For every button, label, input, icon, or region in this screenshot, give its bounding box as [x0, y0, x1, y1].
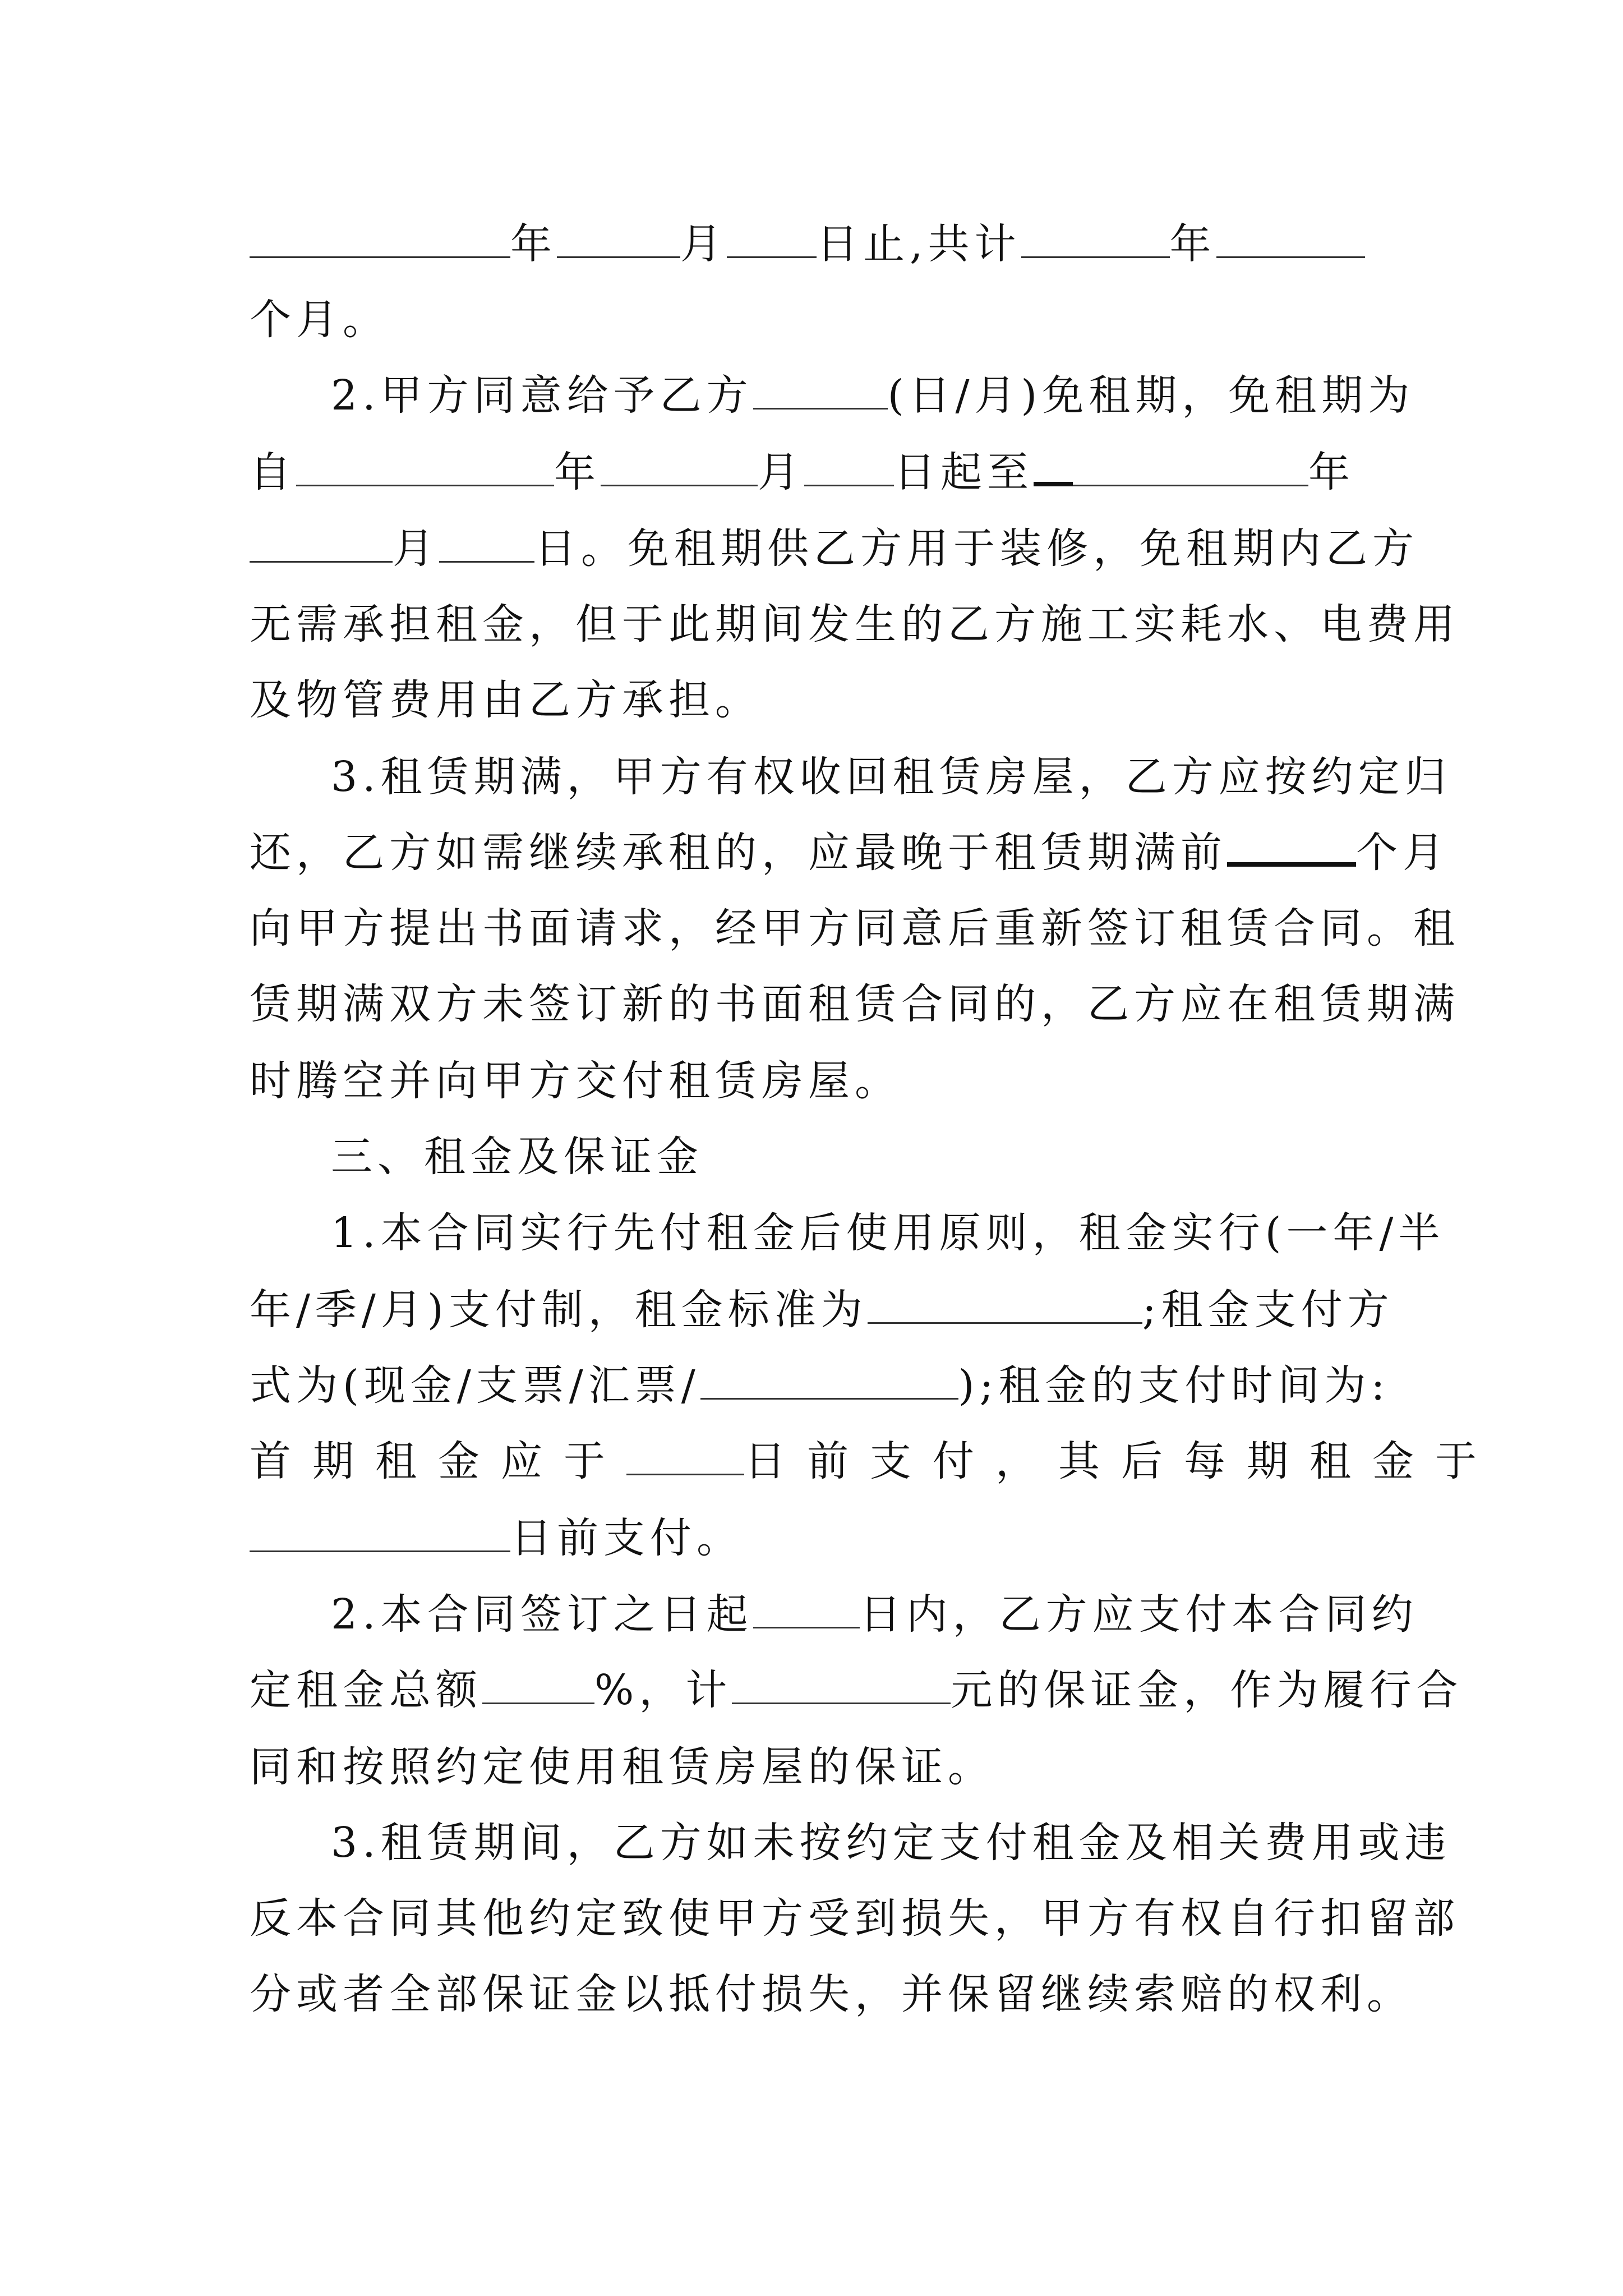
text-line — [250, 1282, 1394, 1338]
text-line: 3.租赁期满，甲方有权收回租赁房屋，乙方应按约定归 — [331, 753, 1451, 801]
text-line — [250, 216, 1394, 272]
text-segment: 日。免租期供乙方用于装修，免租期内乙方 — [534, 524, 1419, 573]
fill-blank — [557, 222, 680, 258]
text-segment: 2.甲方同意给予乙方 — [331, 371, 753, 420]
text-line — [250, 1662, 1463, 1718]
fill-blank — [250, 1516, 510, 1552]
text-line: 赁期满双方未签订新的书面租赁合同的，乙方应在租赁期满 — [250, 980, 1460, 1028]
text-line: 分或者全部保证金以抵付损失，并保留继续索赔的权利。 — [250, 1970, 1413, 2018]
fill-blank — [732, 1668, 951, 1704]
text-line: 1.本合同实行先付租金后使用原则，租金实行(一年/半 — [331, 1209, 1445, 1257]
fill-blank — [626, 1439, 744, 1475]
fill-blank — [727, 222, 817, 258]
fill-blank — [753, 1592, 860, 1628]
fill-blank — [250, 222, 510, 258]
text-line — [250, 1358, 1394, 1414]
text-segment: 日止,共计 — [817, 220, 1021, 268]
fill-blank — [868, 1287, 1142, 1324]
fill-blank — [296, 450, 554, 486]
text-segment: 日起至 — [894, 448, 1034, 496]
text-line: 个月。 — [250, 296, 389, 344]
section-heading: 三、租金及保证金 — [331, 1133, 703, 1181]
text-line — [250, 1510, 1394, 1566]
text-line: 无需承担租金，但于此期间发生的乙方施工实耗水、电费用 — [250, 600, 1460, 648]
fill-blank — [439, 526, 534, 563]
text-segment: 年 — [1308, 448, 1355, 496]
fill-blank — [700, 1363, 958, 1400]
text-segment: (日/月)免租期，免租期为 — [887, 371, 1415, 420]
text-segment: 年/季/月)支付制，租金标准为 — [250, 1286, 868, 1334]
text-segment: 月 — [680, 220, 727, 268]
fill-blank-bold — [1034, 447, 1073, 486]
text-line: 同和按照约定使用租赁房屋的保证。 — [250, 1743, 994, 1791]
text-segment: 自 — [250, 448, 296, 496]
text-segment: 2.本合同签订之日起 — [331, 1590, 753, 1639]
text-line — [250, 1433, 1498, 1489]
text-line — [331, 1586, 1418, 1642]
fill-blank — [482, 1668, 594, 1704]
text-line: 向甲方提出书面请求，经甲方同意后重新签订租赁合同。租 — [250, 904, 1460, 953]
text-segment: );租金的支付时间为: — [958, 1361, 1390, 1410]
fill-blank — [753, 373, 888, 409]
fill-blank — [601, 450, 758, 486]
text-segment: %，计 — [594, 1666, 732, 1714]
text-line: 反本合同其他约定致使甲方受到损失，甲方有权自行扣留部 — [250, 1894, 1460, 1943]
text-segment: 年 — [1169, 220, 1216, 268]
text-segment: 年 — [554, 448, 601, 496]
text-line — [331, 367, 1415, 424]
text-segment: 年 — [510, 220, 557, 268]
text-segment: 式为(现金/支票/汇票/ — [250, 1361, 700, 1410]
text-segment: 定租金总额 — [250, 1666, 482, 1714]
fill-blank-bold — [1227, 827, 1356, 867]
text-segment: 月 — [758, 448, 804, 496]
text-line — [250, 521, 1419, 577]
text-line: 及物管费用由乙方承担。 — [250, 676, 762, 724]
text-line — [250, 825, 1449, 881]
text-segment: 日前支付。 — [510, 1514, 743, 1562]
fill-blank — [804, 450, 894, 486]
fill-blank — [1021, 222, 1170, 258]
fill-blank — [1216, 222, 1365, 258]
text-line: 时腾空并向甲方交付租赁房屋。 — [250, 1057, 901, 1105]
text-segment: 日前支付，其后每期租金于 — [744, 1437, 1498, 1485]
fill-blank — [1073, 450, 1308, 486]
text-segment: 还，乙方如需继续承租的，应最晚于租赁期满前 — [250, 829, 1227, 877]
text-segment: ;租金支付方 — [1142, 1286, 1394, 1334]
text-segment: 日内，乙方应支付本合同约 — [859, 1590, 1418, 1639]
fill-blank — [250, 526, 393, 563]
text-line: 3.租赁期间，乙方如未按约定支付租金及相关费用或违 — [331, 1819, 1451, 1867]
text-segment: 首期租金应于 — [250, 1437, 626, 1485]
text-segment: 元的保证金，作为履行合 — [951, 1666, 1463, 1714]
text-line — [250, 444, 1394, 500]
text-segment: 月 — [393, 524, 439, 573]
text-segment: 个月 — [1356, 829, 1449, 877]
